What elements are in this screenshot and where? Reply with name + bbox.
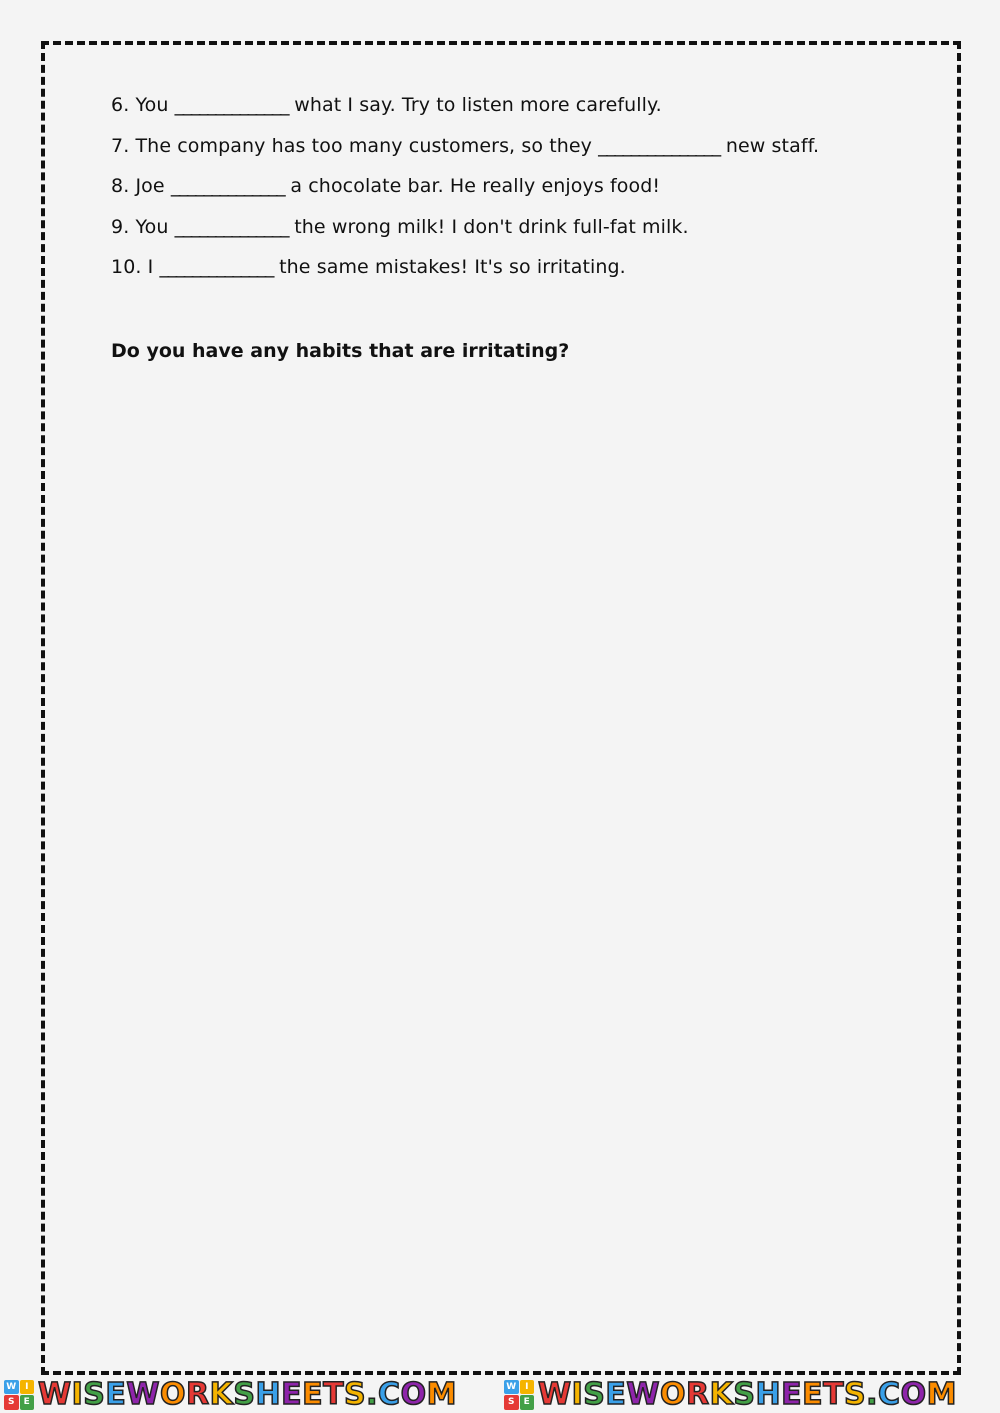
question-text-before: You [135,215,169,238]
brand-logo-icon [4,1380,34,1410]
brand-block-right [500,1376,1000,1413]
logo-letter: W [4,1380,19,1395]
question-list [111,93,819,296]
question-10 [111,255,819,296]
question-text-before: Joe [135,175,165,197]
question-text-after: what I say. Try to listen more carefully. [294,94,662,116]
question-9 [111,215,819,256]
logo-letter: S [504,1395,519,1410]
habits-prompt: Do you have any habits that are irritating? [111,340,570,362]
worksheet-frame [41,41,961,1375]
answer-blank[interactable]: ______________ [174,94,289,116]
brand-text: WISEWORKSHEETS.COM [38,1377,457,1412]
answer-blank[interactable]: ______________ [170,175,285,197]
logo-letter: E [20,1395,35,1410]
question-text-before: I [147,256,154,278]
question-number: 8. [111,175,130,197]
brand-block-left [0,1376,500,1413]
brand-logo-icon [504,1380,534,1410]
logo-letter: I [520,1380,535,1395]
question-number: 6. [111,94,130,116]
logo-letter: W [504,1380,519,1395]
logo-letter: E [520,1395,535,1410]
question-6 [111,93,819,134]
logo-letter: S [4,1395,19,1410]
question-text-after: a chocolate bar. He really enjoys food! [290,175,661,197]
question-7 [111,134,819,175]
question-text-after: new staff. [725,134,820,157]
question-text-before: You [135,94,169,116]
logo-letter: I [20,1380,35,1395]
question-text-before: The company has too many customers, so they [135,134,593,157]
brand-text: WISEWORKSHEETS.COM [538,1377,957,1412]
footer-watermark [0,1376,1000,1413]
question-8 [111,174,819,215]
answer-blank[interactable]: _______________ [598,134,720,157]
question-number: 10. [111,256,142,278]
answer-blank[interactable]: ______________ [159,256,273,278]
question-number: 9. [111,215,130,238]
question-number: 7. [111,134,130,157]
question-text-after: the wrong milk! I don't drink full-fat milk. [294,215,689,238]
question-text-after: the same mistakes! It's so irritating. [279,256,626,278]
answer-blank[interactable]: ______________ [174,215,289,238]
